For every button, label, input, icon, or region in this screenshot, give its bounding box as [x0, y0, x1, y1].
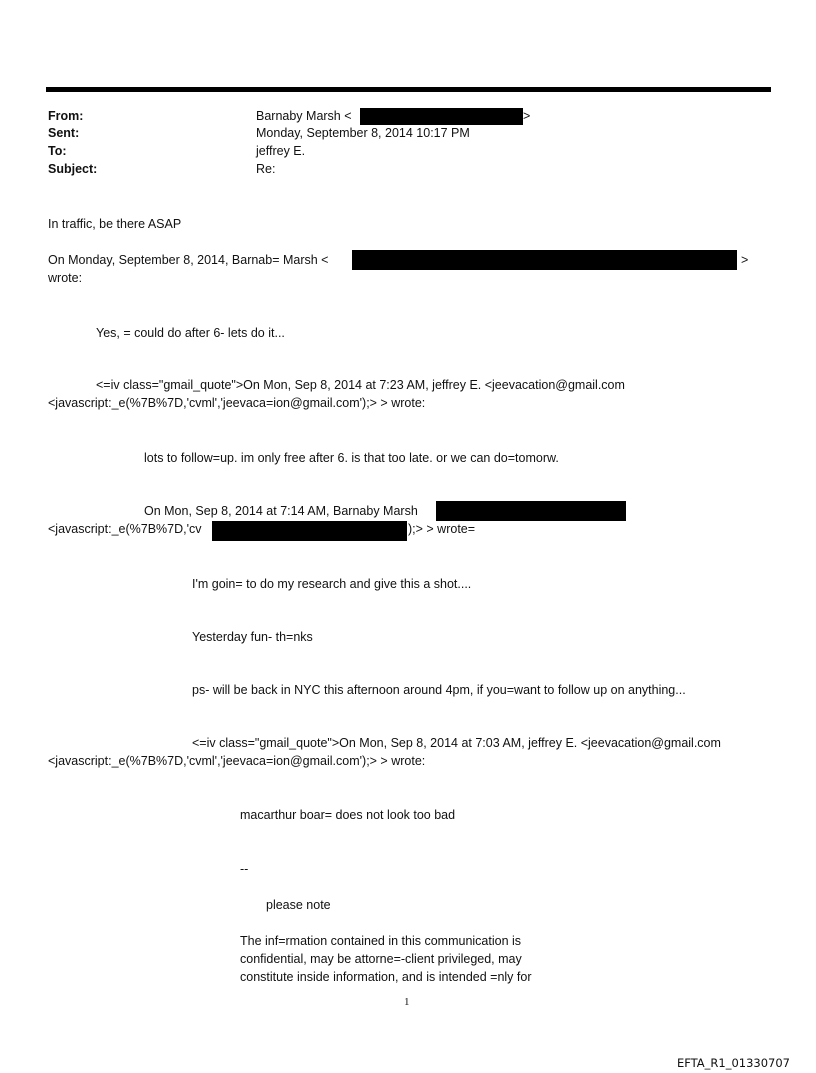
quote2-line1: <=iv class="gmail_quote">On Mon, Sep 8, 2014 at 7:23 AM, jeffrey E. <jeevacation@gmail.com — [96, 378, 625, 392]
disclaimer-line3: constitute inside information, and is intended =nly for — [240, 970, 532, 984]
to-value: jeffrey E. — [256, 144, 306, 158]
redaction-box — [212, 521, 407, 541]
disclaimer-line2: confidential, may be attorne=-client privileged, may — [240, 952, 522, 966]
subject-label: Subject: — [48, 162, 98, 176]
quote3-line2-end: );> > wrote= — [408, 522, 476, 536]
please-note: please note — [266, 898, 331, 912]
msg4: Yesterday fun- th=nks — [192, 630, 313, 644]
quote2-line2: <javascript:_e(%7B%7D,'cvml','jeevaca=ion@gmail.com');> > wrote: — [48, 396, 426, 410]
page-number: 1 — [404, 996, 410, 1008]
quote1-line1-end: > — [741, 253, 749, 267]
redaction-box — [352, 250, 737, 270]
msg2: lots to follow=up. im only free after 6. is that too late. or we can do=tomorw. — [144, 451, 559, 465]
from-label: From: — [48, 109, 84, 123]
quote3-line1: On Mon, Sep 8, 2014 at 7:14 AM, Barnaby Marsh — [144, 504, 418, 518]
redaction-box — [436, 501, 626, 521]
body-line1: In traffic, be there ASAP — [48, 217, 182, 231]
redaction-box — [360, 108, 523, 125]
msg6: macarthur boar= does not look too bad — [240, 808, 456, 822]
disclaimer-line1: The inf=rmation contained in this communication is — [240, 934, 522, 948]
subject-value: Re: — [256, 162, 276, 176]
quote4-line2: <javascript:_e(%7B%7D,'cvml','jeevaca=ion@gmail.com');> > wrote: — [48, 754, 426, 768]
quote4-line1: <=iv class="gmail_quote">On Mon, Sep 8, 2014 at 7:03 AM, jeffrey E. <jeevacation@gmail.com — [192, 736, 721, 750]
sig-dash: -- — [240, 862, 249, 876]
sent-label: Sent: — [48, 126, 80, 140]
from-value: Barnaby Marsh < — [256, 109, 352, 123]
msg5: ps- will be back in NYC this afternoon around 4pm, if you=want to follow up on anything... — [192, 683, 686, 697]
msg1: Yes, = could do after 6- lets do it... — [96, 326, 285, 340]
quote1-line2: wrote: — [48, 271, 83, 285]
header-rule — [46, 87, 771, 92]
from-value-end: > — [523, 109, 531, 123]
to-label: To: — [48, 144, 67, 158]
footer-id: EFTA_R1_01330707 — [676, 1056, 790, 1070]
quote3-line2-start: <javascript:_e(%7B%7D,'cv — [48, 522, 202, 536]
sent-value: Monday, September 8, 2014 10:17 PM — [256, 126, 470, 140]
quote1-line1: On Monday, September 8, 2014, Barnab= Marsh < — [48, 253, 329, 267]
msg3: I'm goin= to do my research and give this a shot.... — [192, 577, 472, 591]
